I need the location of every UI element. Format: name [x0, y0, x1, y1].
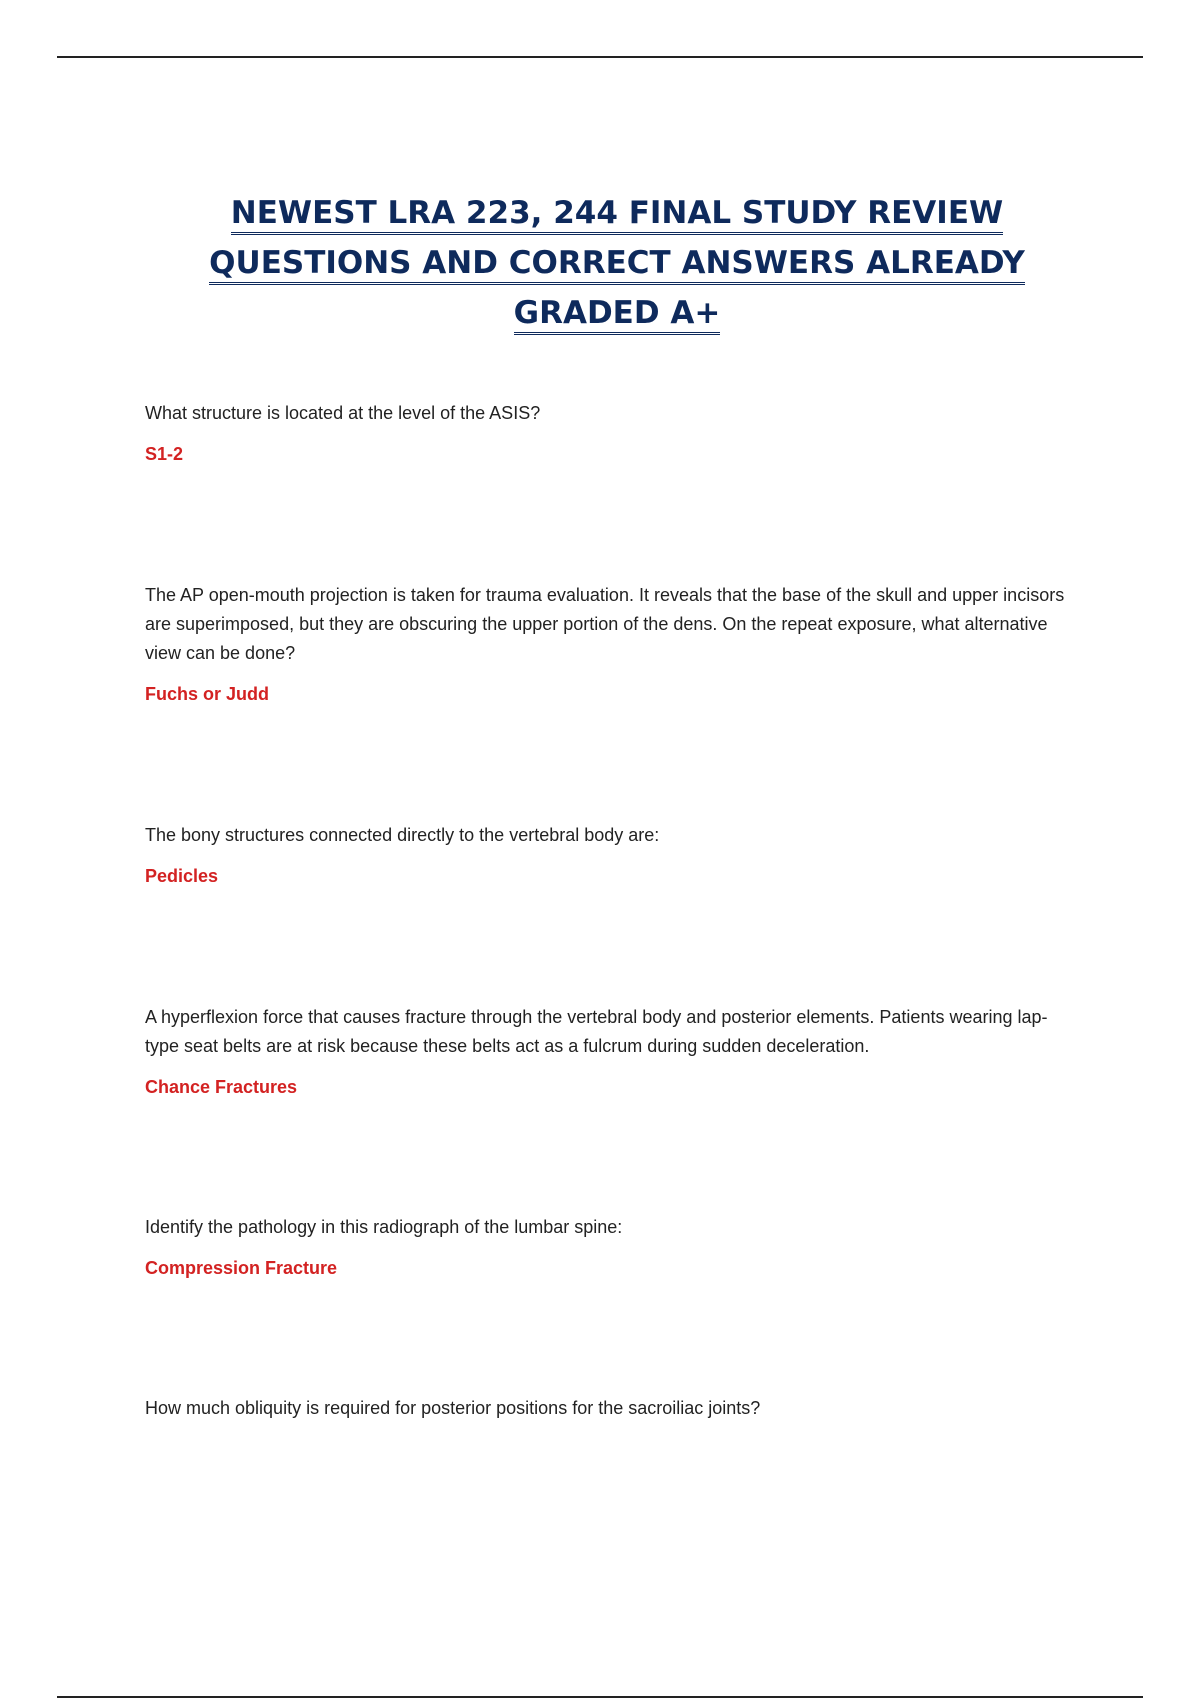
answer-text: S1-2: [145, 444, 184, 464]
question-text: How much obliquity is required for posterior positions for the sacroiliac joints?: [145, 1398, 761, 1418]
question-text: The AP open-mouth projection is taken for trauma evaluation. It reveals that the base of the skull and upper incisors are superimposed, but they are obscuring the upper portion of the dens. On the repeat exposure, what alternative view can be done?: [145, 585, 1065, 663]
qa-item: [145, 1394, 1075, 1423]
title-line: QUESTIONS AND CORRECT ANSWERS ALREADY: [209, 245, 1025, 285]
question-text: Identify the pathology in this radiograph of the lumbar spine:: [145, 1217, 623, 1237]
qa-item: [145, 1003, 1075, 1099]
answer-text: Fuchs or Judd: [145, 684, 270, 704]
question-text: A hyperflexion force that causes fracture through the vertebral body and posterior elements. Patients wearing lap-type seat belts are at risk because these belts act as a fulcrum during sudden deceleration.: [145, 1007, 1048, 1056]
title-line: NEWEST LRA 223, 244 FINAL STUDY REVIEW: [231, 195, 1003, 235]
title-line: GRADED A+: [514, 295, 721, 335]
qa-item: [145, 821, 1075, 888]
qa-item: [145, 1213, 1075, 1280]
question-text: The bony structures connected directly to the vertebral body are:: [145, 825, 660, 845]
document-title: [150, 188, 1084, 338]
answer-text: Pedicles: [145, 866, 219, 886]
top-rule: [57, 56, 1143, 58]
answer-text: Chance Fractures: [145, 1077, 298, 1097]
answer-text: Compression Fracture: [145, 1258, 338, 1278]
qa-item: [145, 399, 1075, 466]
question-text: What structure is located at the level of the ASIS?: [145, 403, 541, 423]
bottom-rule: [57, 1696, 1143, 1698]
qa-item: [145, 581, 1075, 706]
